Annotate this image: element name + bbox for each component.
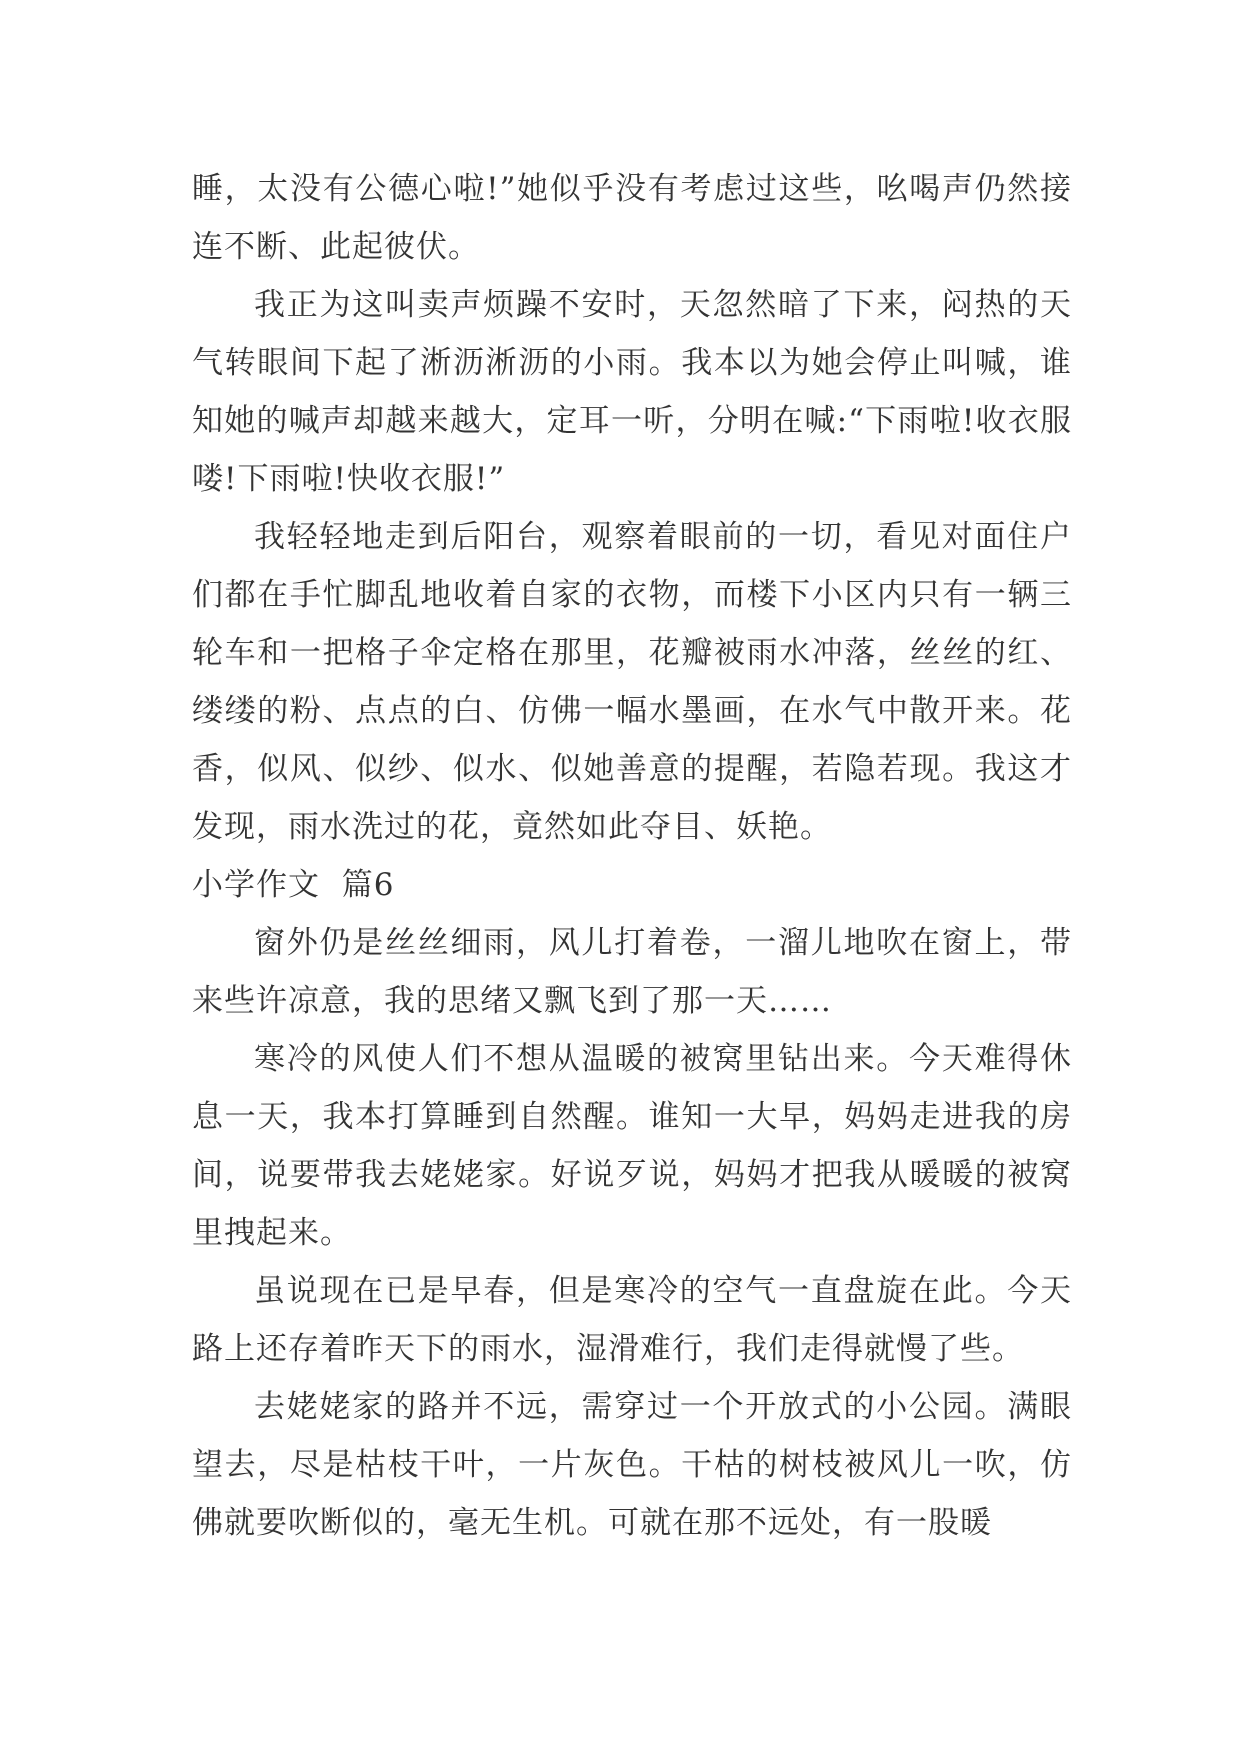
paragraph: 去姥姥家的路并不远，需穿过一个开放式的小公园。满眼望去，尽是枯枝干叶，一片灰色。干枯的树枝被风儿一吹，仿佛就要吹断似的，毫无生机。可就在那不远处，有一股暖 [192,1389,1072,1541]
paragraph: 窗外仍是丝丝细雨，风儿打着卷，一溜儿地吹在窗上，带来些许凉意，我的思绪又飘飞到了那一天…… [192,925,1072,1019]
paragraph: 虽说现在已是早春，但是寒冷的空气一直盘旋在此。今天路上还存着昨天下的雨水，湿滑难行，我们走得就慢了些。 [192,1273,1072,1367]
paragraph: 睡，太没有公德心啦!”她似乎没有考虑过这些，吆喝声仍然接连不断、此起彼伏。 [192,171,1072,265]
document-body [192,160,1072,1552]
paragraph: 我轻轻地走到后阳台，观察着眼前的一切，看见对面住户们都在手忙脚乱地收着自家的衣物，而楼下小区内只有一辆三轮车和一把格子伞定格在那里，花瓣被雨水冲落，丝丝的红、缕缕的粉、点点的白、仿佛一幅水墨画，在水气中散开来。花香，似风、似纱、似水、似她善意的提醒，若隐若现。我这才发现，雨水洗过的花，竟然如此夺目、妖艳。 [192,519,1072,845]
paragraph: 我正为这叫卖声烦躁不安时，天忽然暗了下来，闷热的天气转眼间下起了淅沥淅沥的小雨。我本以为她会停止叫喊，谁知她的喊声却越来越大，定耳一听，分明在喊:“下雨啦!收衣服喽!下雨啦!快收衣服!” [192,287,1072,497]
paragraph: 寒冷的风使人们不想从温暖的被窝里钻出来。今天难得休息一天，我本打算睡到自然醒。谁知一大早，妈妈走进我的房间，说要带我去姥姥家。好说歹说，妈妈才把我从暖暖的被窝里拽起来。 [192,1041,1072,1251]
section-heading: 小学作文 篇6 [192,867,395,903]
